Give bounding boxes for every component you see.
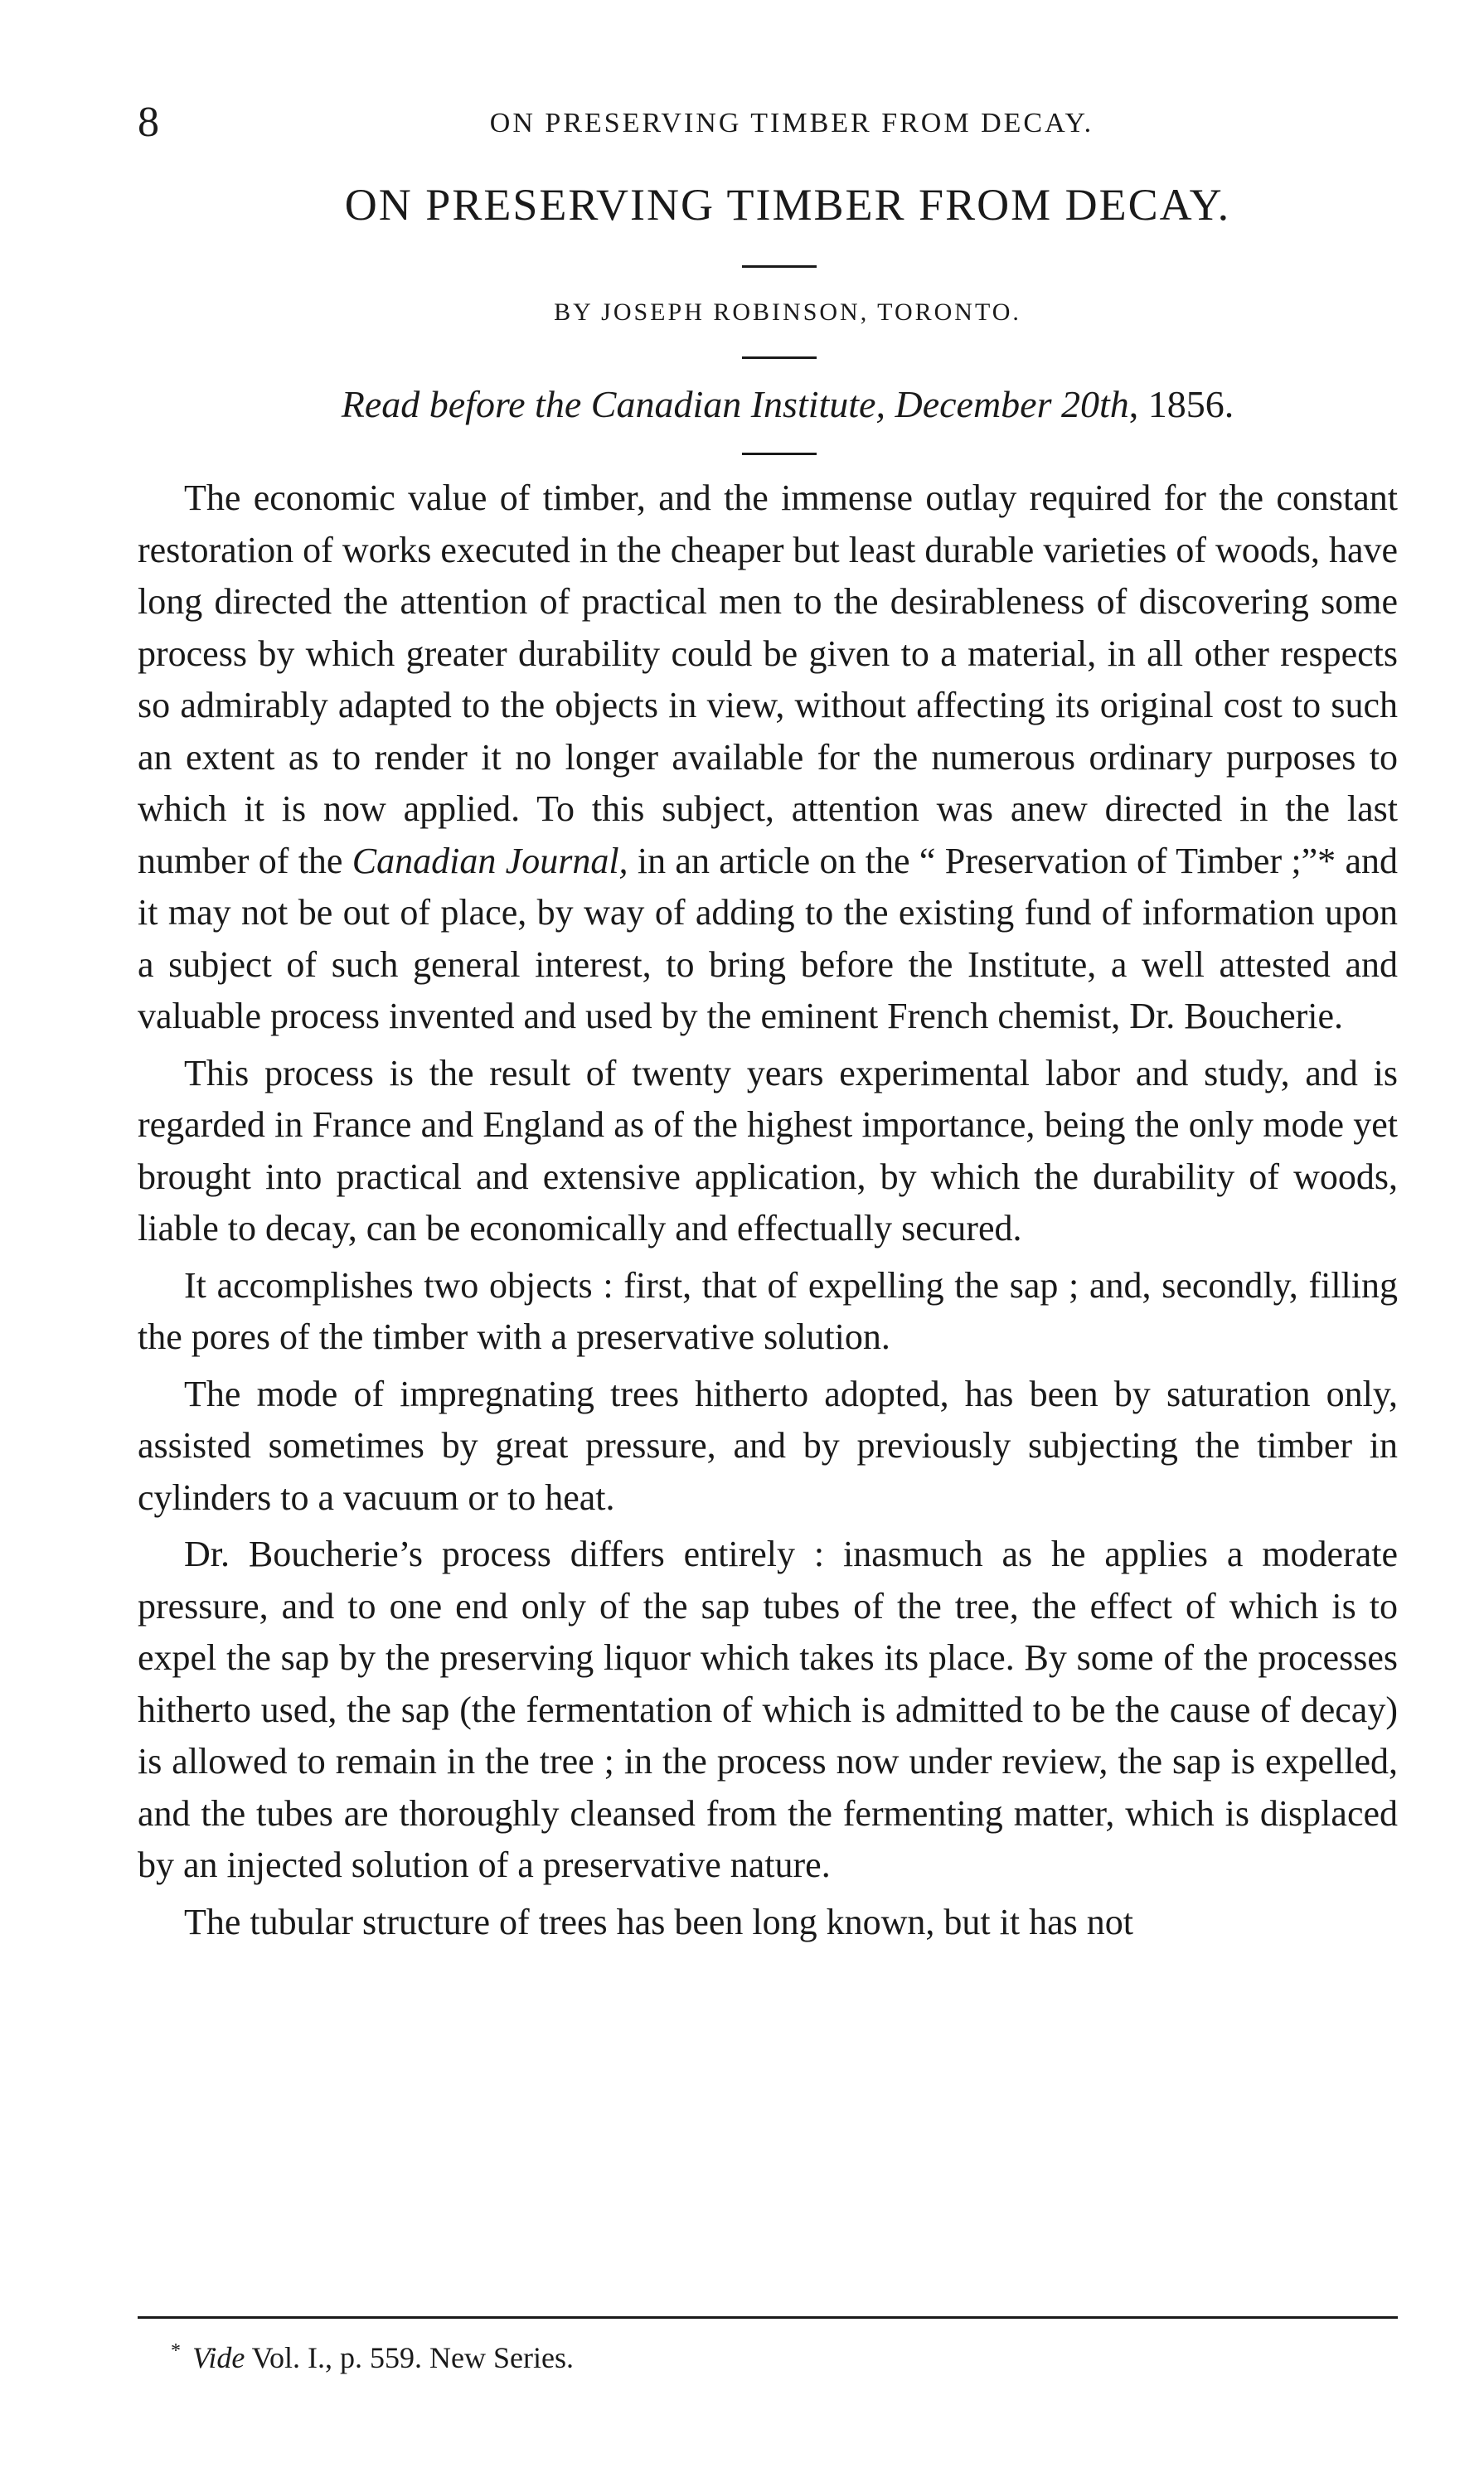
read-before-year: , 1856. <box>1128 383 1234 425</box>
paragraph-1-part-2: in an article on the “ Preservation of Timber ;”* and it may not be out of place, by way of adding to the existing fund of information upon a subject of such general interest, to bring before the Institute, a well attested and valuable process invented and used by the eminent French chemist, Dr. Boucherie. <box>138 840 1399 1036</box>
heading-end-divider <box>742 453 817 455</box>
paragraph-4: The mode of impregnating trees hitherto adopted, has been by saturation only, assisted sometimes by great pressure, and by previously subjecting the timber in cylinders to a vacuum or to heat. <box>138 1373 1398 1518</box>
byline-divider <box>742 356 817 359</box>
paragraph-1 <box>138 473 1398 1043</box>
footnote-mark: * <box>171 2340 181 2362</box>
paragraph-6: The tubular structure of trees has been long known, but it has not <box>184 1901 1133 1942</box>
journal-title: Canadian Journal, <box>352 840 628 881</box>
footnote <box>171 2328 574 2381</box>
title-divider <box>742 265 817 268</box>
running-head <box>0 96 1484 149</box>
byline: BY JOSEPH ROBINSON, TORONTO. <box>554 298 1021 326</box>
article-title: ON PRESERVING TIMBER FROM DECAY. <box>344 180 1231 230</box>
article-body <box>138 473 1398 1948</box>
page-number: 8 <box>138 99 159 146</box>
footnote-divider <box>138 2316 1398 2319</box>
footnote-vide: Vide <box>192 2341 245 2374</box>
running-title: ON PRESERVING TIMBER FROM DECAY. <box>489 108 1094 138</box>
read-before-text: Read before the Canadian Institute, December 20 <box>341 383 1099 425</box>
paragraph-1-part-1: The economic value of timber, and the immense outlay required for the constant restoration of works executed in the cheaper but least durable varieties of woods, have long directed the attention of practical men to the desirableness of discovering some process by which greater durability could be given to a material, in all other respects so admirably adapted to the objects in view, without affecting its original cost to such an extent as to render it no longer available for the numerous ordinary purposes to which it is now applied. To this subject, attention was anew directed in the last number of the <box>138 478 1398 881</box>
paragraph-3: It accomplishes two objects : first, that of expelling the sap ; and, secondly, filling the pores of the timber with a preservative solution. <box>138 1264 1398 1357</box>
paragraph-2: This process is the result of twenty years experimental labor and study, and is regarded in France and England as of the highest importance, being the only mode yet brought into practical and extensive application, by which the durability of woods, liable to decay, can be economically and effectually secured. <box>138 1052 1398 1248</box>
read-before-line <box>0 378 1484 431</box>
paragraph-5: Dr. Boucherie’s process differs entirely : inasmuch as he applies a moderate pressure, and to one end only of the sap tubes of the tree, the effect of which is to expel the sap by the preserving liquor which takes its place. By some of the processes hitherto used, the sap (the fermentation of which is admitted to be the cause of decay) is allowed to remain in the tree ; in the process now under review, the sap is expelled, and the tubes are thoroughly cleansed from the fermenting matter, which is displaced by an injected solution of a preservative nature. <box>138 1534 1398 1885</box>
read-before-ordinal: th <box>1098 383 1129 425</box>
footnote-text: Vol. I., p. 559. New Series. <box>251 2341 574 2374</box>
